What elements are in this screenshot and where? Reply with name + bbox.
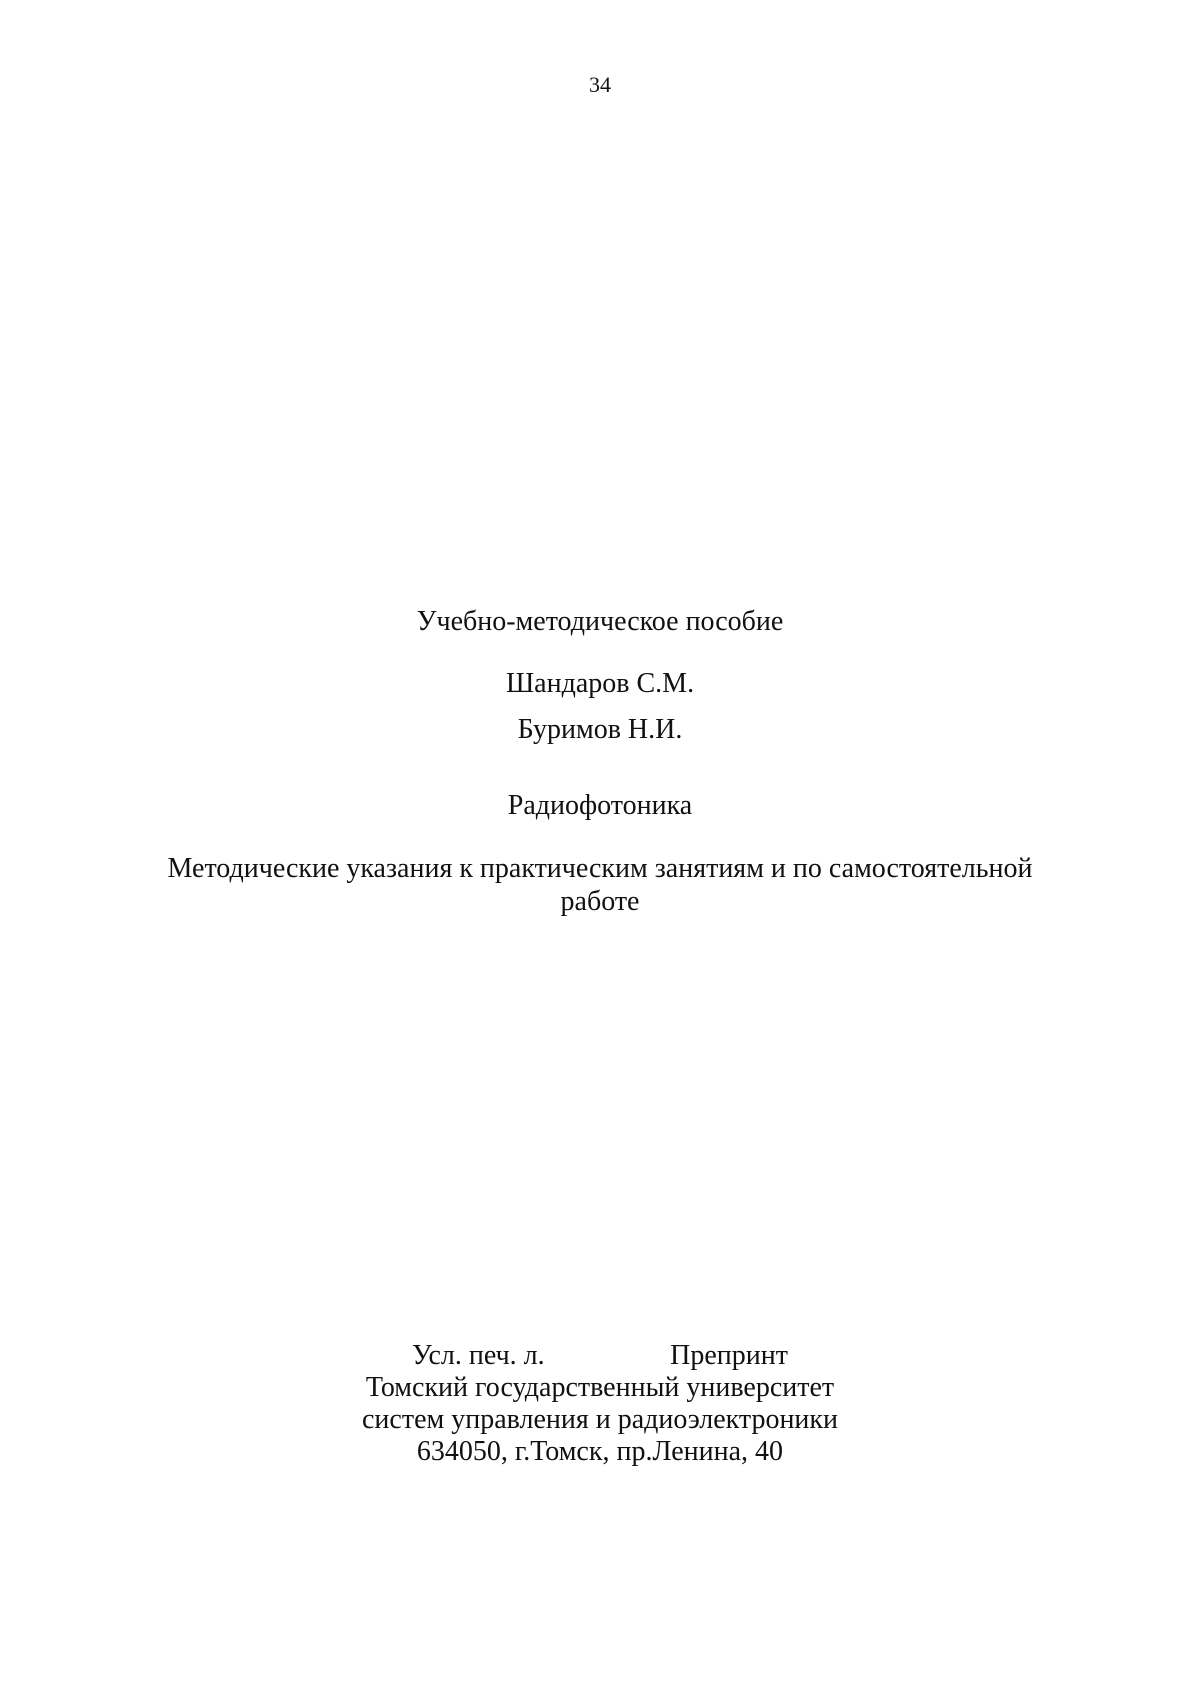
page-number: 34	[589, 72, 611, 97]
print-sheets-label: Усл. печ. л.	[412, 1340, 545, 1371]
university-line: систем управления и радиоэлектроники	[362, 1404, 838, 1435]
author-name: Шандаров С.М.	[505, 668, 695, 699]
document-title: Радиофотоника	[507, 790, 693, 821]
university-line: Томский государственный университет	[365, 1372, 835, 1403]
imprint-label-pair	[412, 1340, 788, 1372]
preprint-label: Препринт	[670, 1340, 788, 1371]
university-address: 634050, г.Томск, пр.Ленина, 40	[416, 1436, 784, 1467]
author-name: Буримов Н.И.	[517, 714, 683, 745]
document-description-line: работе	[560, 886, 640, 917]
document-type: Учебно-методическое пособие	[416, 606, 784, 637]
imprint-top-row	[0, 1340, 1200, 1372]
imprint-block	[0, 1340, 1200, 1468]
document-description-line: Методические указания к практическим занятиям и по самостоятельной	[167, 853, 1033, 884]
